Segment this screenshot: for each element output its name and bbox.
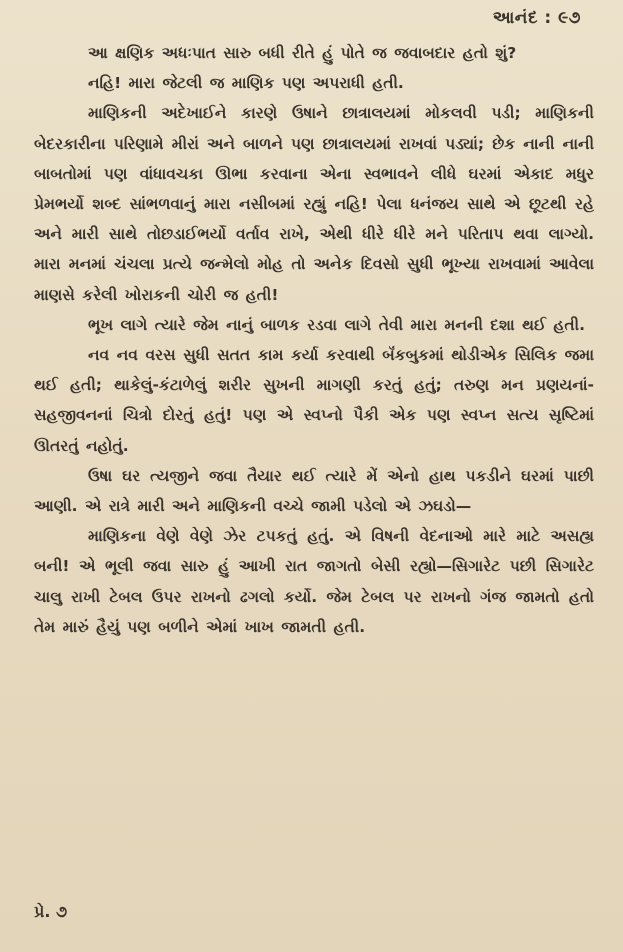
paragraph-6: ઉષા ઘર ત્યજીને જવા તૈયાર થઈ ત્યારે મેં એનો હાથ પકડીને ઘરમાં પાછી આણી. એ રાત્રે મારી અને માણિકની વચ્ચે જામી પડેલો એ ઝઘડો— [34,466,594,516]
paragraph-4: ભૂખ લાગે ત્યારે જેમ નાનું બાળક રડવા લાગે તેવી મારા મનની દશા થઈ હતી. [88,315,585,334]
paragraph-5: નવ નવ વરસ સુધી સતત કામ કર્યા કરવાથી બૅંકબુકમાં થોડીએક સિલિક જમા થઈ હતી; થાકેલું-કંટાળેલું શરીર સુખની માગણી કરતું હતું; તરુણ મન પ્રણયનાં-સહજીવનનાં ચિત્રો દોરતું હતું! પણ એ સ્વપ્નો પૈકી એક પણ સ્વપ્ન સત્ય સૃષ્ટિમાં ઊતરતું નહોતું. [34,346,594,455]
signature-mark: પ્રે. ૭ [34,902,68,921]
paragraph-3: માણિકની અદેખાઈને કારણે ઉષાને છાત્રાલયમાં મોકલવી પડી; માણિકની બેદરકારીના પરિણામે મીરાં અને બાળને પણ છાત્રાલયમાં રાખવાં પડ્યાં; છેક નાની નાની બાબતોમાં પણ વાંધાવચકા ઊભા કરવાના એના સ્વભાવને લીધે ઘરમાં એકાદ મધુર પ્રેમભર્યો શબ્દ સાંભળવાનું મારા નસીબમાં રહ્યું નહિ! પેલા ધનંજય સાથે એ છૂટથી રહે અને મારી સાથે તોછડાઈભર્યો વર્તાવ રાખે, એથી ધીરે ધીરે મને પરિતાપ થવા લાગ્યો. મારા મનમાં ચંચલા પ્રત્યે જન્મેલો મોહ તો અનેક દિવસો સુધી ભૂખ્યા રાખવામાં આવેલા માણસે કરેલી ખોરાકની ચોરી જ હતી! [34,104,594,304]
paragraph-7: માણિકના વેણે વેણે ઝેર ટપકતું હતું. એ વિષની વેદનાઓ મારે માટે અસહ્ય બની! એ ભૂલી જવા સારુ હું આખી રાત જાગતો બેસી રહ્યો—સિગારેટ પછી સિગારેટ ચાલુ રાખી ટેબલ ઉપર રાખનો ઢગલો કર્યો. જેમ ટેબલ પર રાખનો ગંજ જામતો હતો તેમ મારું હૈયું પણ બળીને એમાં ખાખ જામતી હતી. [34,527,594,636]
paragraph-1: આ ક્ષણિક અધઃપાત સારુ બધી રીતે હું પોતે જ જવાબદાર હતો શું? [88,44,517,62]
paragraph-2: નહિ! મારા જેટલી જ માણિક પણ અપરાધી હતી. [88,74,404,93]
running-header: આનંદ : ૯૭ [492,8,581,28]
body-text [34,38,594,642]
